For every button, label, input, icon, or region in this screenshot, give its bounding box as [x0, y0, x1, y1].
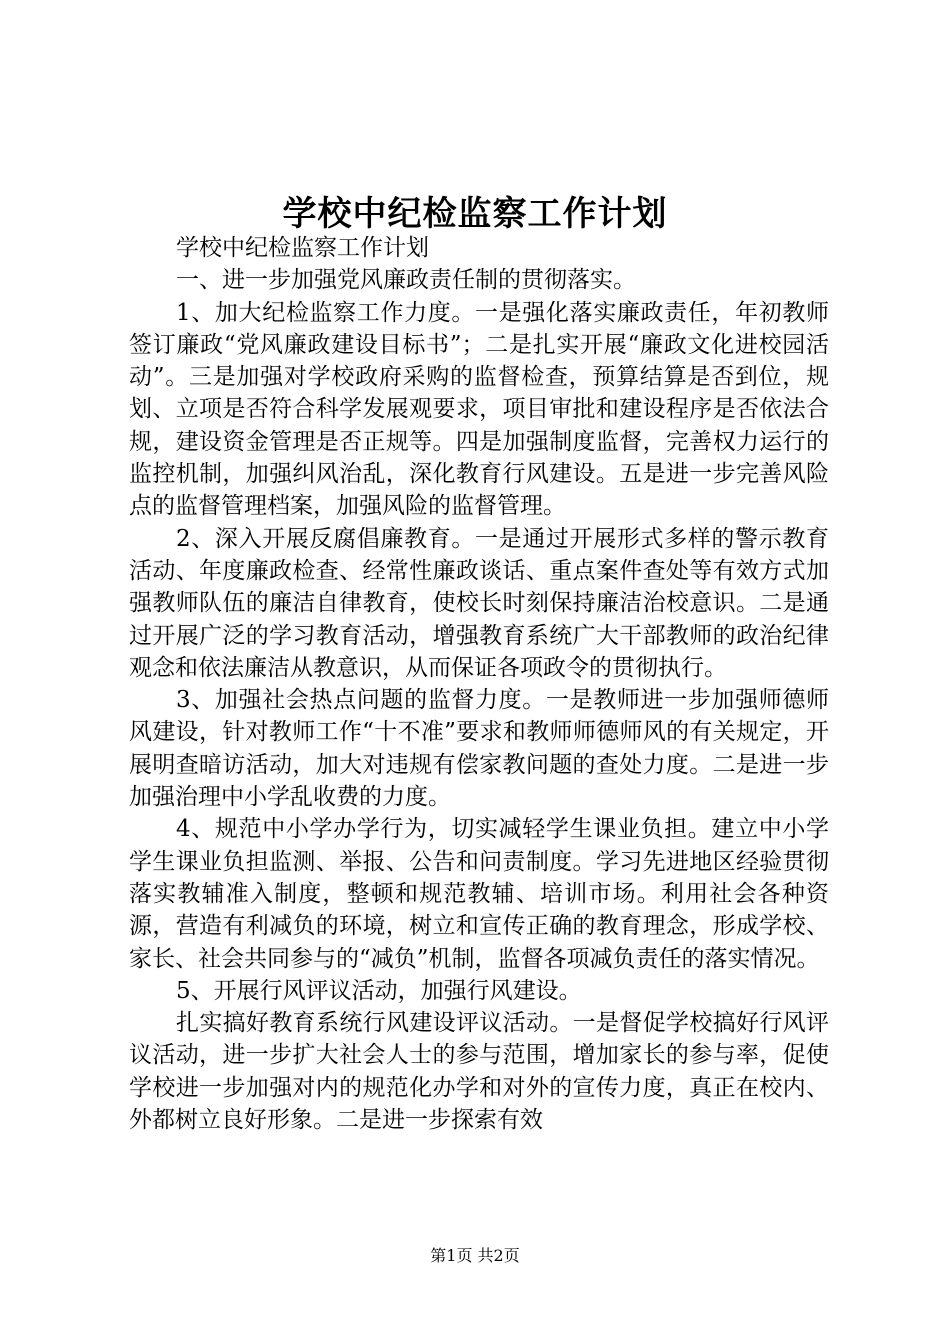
paragraph-item-1: 1、加大纪检监察工作力度。一是强化落实廉政责任，年初教师签订廉政“党风廉政建设目标书”；二是扎实开展“廉政文化进校园活动”。三是加强对学校政府采购的监督检查，预算结算是否到位，规划、立项是否符合科学发展观要求，项目审批和建设程序是否依法合规，建设资金管理是否正规等。四是加强制度监督，完善权力运行的监控机制，加强纠风治乱，深化教育行风建设。五是进一步完善风险点的监督管理档案，加强风险的监督管理。 [129, 299, 829, 520]
document-title: 学校中纪检监察工作计划 [282, 194, 668, 234]
paragraph-item-5-detail: 扎实搞好教育系统行风建设评议活动。一是督促学校搞好行风评议活动，进一步扩大社会人士的参与范围，增加家长的参与率，促使学校进一步加强对内的规范化办学和对外的宣传力度，真正在校内、外都树立良好形象。二是进一步探索有效 [129, 1010, 829, 1134]
paragraph-item-4: 4、规范中小学办学行为，切实减轻学生课业负担。建立中小学学生课业负担监测、举报、公告和问责制度。学习先进地区经验贯彻落实教辅准入制度，整顿和规范教辅、培训市场。利用社会各种资源，营造有利减负的环境，树立和宣传正确的教育理念，形成学校、家长、社会共同参与的“减负”机制，监督各项减负责任的落实情况。 [129, 816, 829, 972]
paragraph-subtitle: 学校中纪检监察工作计划 [176, 235, 429, 261]
paragraph-item-5: 5、开展行风评议活动，加强行风建设。 [176, 977, 582, 1004]
paragraph-item-3: 3、加强社会热点问题的监督力度。一是教师进一步加强师德师风建设，针对教师工作“十不准”要求和教师师德师风的有关规定，开展明查暗访活动，加大对违规有偿家教问题的查处力度。二是进一步加强治理中小学乱收费的力度。 [129, 687, 829, 811]
document-body [129, 232, 829, 1136]
page-footer: 第1页 共2页 [430, 1246, 520, 1265]
paragraph-section-1-heading: 一、进一步加强党风廉政责任制的贯彻落实。 [176, 267, 636, 294]
paragraph-item-2: 2、深入开展反腐倡廉教育。一是通过开展形式多样的警示教育活动、年度廉政检查、经常性廉政谈话、重点案件查处等有效方式加强教师队伍的廉洁自律教育，使校长时刻保持廉洁治校意识。二是通过开展广泛的学习教育活动，增强教育系统广大干部教师的政治纪律观念和依法廉洁从教意识，从而保证各项政令的贯彻执行。 [129, 525, 829, 681]
